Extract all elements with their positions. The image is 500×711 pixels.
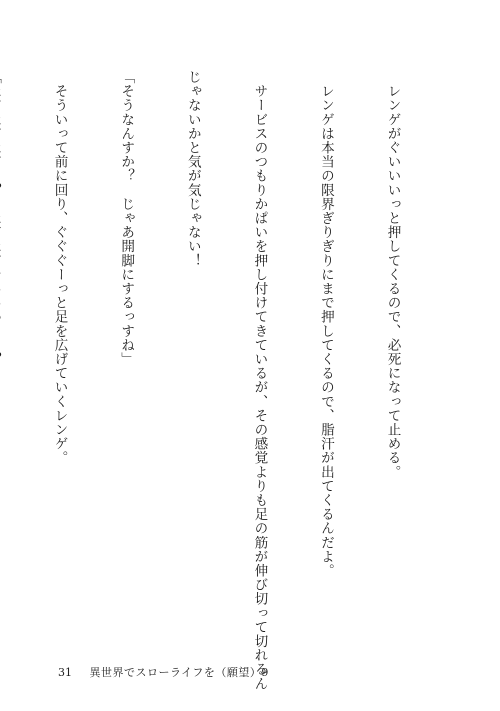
text-line: そういって前に回り、ぐぐぐーっと足を広げていくレンゲ。 <box>51 70 68 465</box>
page-number: 31 <box>58 666 72 679</box>
page-footer <box>58 664 269 680</box>
text-line <box>0 70 4 625</box>
text-line: レンゲは本当の限界ぎりぎりにまで押してくるので、脂汗が出てくるんだよ。 <box>317 70 334 578</box>
text-line: レンゲがぐいいいっと押してくるので、必死になって止める。 <box>384 70 401 479</box>
text-line: サービスのつもりかぱいを押し付けてきているが、その感覚よりも足の筋が伸び切って切れるん <box>251 70 268 691</box>
book-title: 異世界でスローライフを（願望）9 <box>89 666 269 679</box>
text-line: じゃないかと気が気じゃない！ <box>184 70 201 268</box>
text-line: 「そうなんすか？ じゃあ開脚にするっすね」 <box>118 70 135 367</box>
